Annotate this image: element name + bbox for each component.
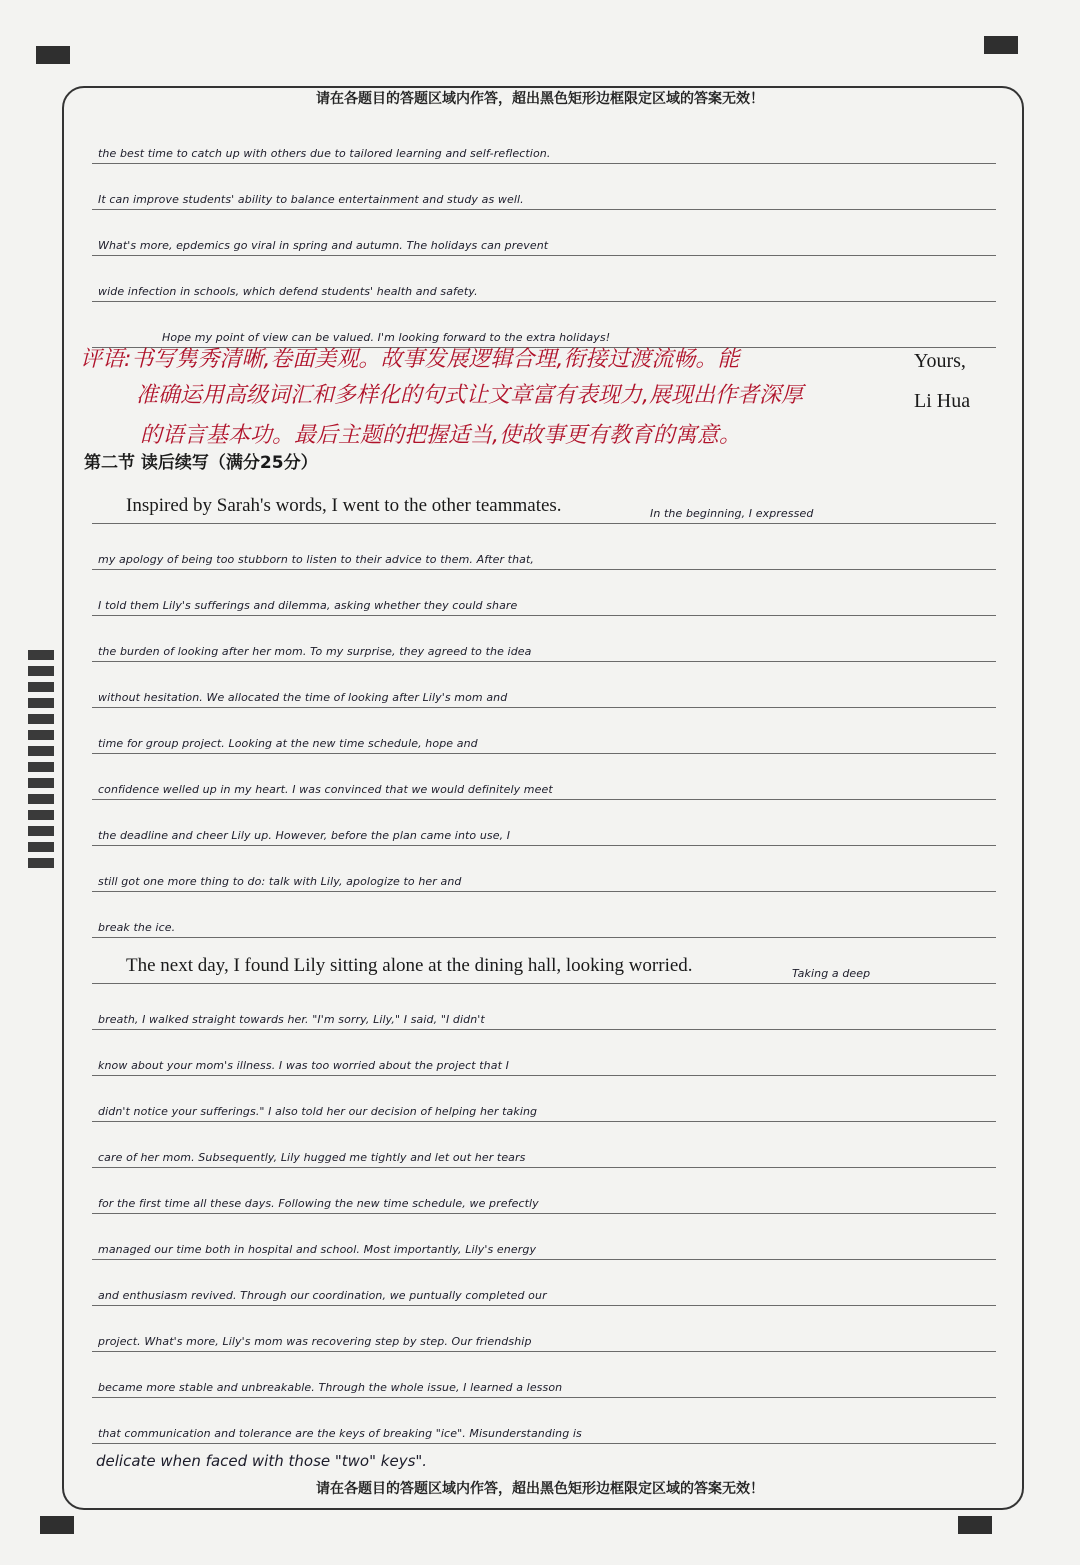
handwritten-text: break the ice. (98, 921, 176, 934)
writing-line (92, 984, 996, 1030)
writing-line (92, 846, 996, 892)
section-title: 第二节 读后续写（满分25分） (84, 453, 318, 473)
letter-signature: Li Hua (914, 390, 971, 412)
writing-line (92, 570, 996, 616)
writing-line (92, 1352, 996, 1398)
handwritten-text: for the first time all these days. Following the new time schedule, we prefectly (98, 1197, 539, 1210)
writing-line (92, 1168, 996, 1214)
writing-line (92, 1122, 996, 1168)
handwritten-text: breath, I walked straight towards her. "I'm sorry, Lily," I said, "I didn't (98, 1013, 485, 1026)
printed-prompt: The next day, I found Lily sitting alone at the dining hall, looking worried. (126, 955, 693, 976)
handwritten-text: project. What's more, Lily's mom was recovering step by step. Our friendship (98, 1335, 532, 1348)
timing-mark (28, 826, 54, 836)
writing-line (92, 616, 996, 662)
writing-line (92, 1306, 996, 1352)
writing-line (92, 662, 996, 708)
timing-mark (28, 794, 54, 804)
writing-line (92, 938, 996, 984)
timing-mark (28, 666, 54, 676)
timing-mark (28, 746, 54, 756)
notice-top: 请在各题目的答题区域内作答，超出黑色矩形边框限定区域的答案无效！ (316, 91, 764, 107)
handwritten-text: wide infection in schools, which defend students' health and safety. (98, 285, 478, 298)
handwritten-final-line: delicate when faced with those "two" keys". (96, 1452, 428, 1470)
handwritten-text: managed our time both in hospital and school. Most importantly, Lily's energy (98, 1243, 537, 1256)
teacher-comment-line-3: 的语言基本功。最后主题的把握适当,使故事更有教育的寓意。 (140, 423, 741, 448)
handwritten-text: still got one more thing to do: talk with Lily, apologize to her and (98, 875, 462, 888)
timing-mark (28, 698, 54, 708)
timing-mark (28, 778, 54, 788)
timing-mark (28, 810, 54, 820)
handwritten-text: Taking a deep (792, 967, 871, 980)
corner-mark-top-right (984, 36, 1018, 54)
continuation-lines (92, 478, 996, 1444)
handwritten-text: time for group project. Looking at the new time schedule, hope and (98, 737, 478, 750)
letter-closing: Yours, (914, 350, 966, 372)
timing-mark (28, 858, 54, 868)
handwritten-text: What's more, epdemics go viral in spring and autumn. The holidays can prevent (98, 239, 549, 252)
writing-line (92, 524, 996, 570)
writing-line (92, 1214, 996, 1260)
teacher-comment-line-2: 准确运用高级词汇和多样化的句式让文章富有表现力,展现出作者深厚 (136, 383, 803, 408)
handwritten-text: It can improve students' ability to balance entertainment and study as well. (98, 193, 524, 206)
timing-mark (28, 842, 54, 852)
timing-mark (28, 730, 54, 740)
handwritten-text: and enthusiasm revived. Through our coordination, we puntually completed our (98, 1289, 547, 1302)
handwritten-text: my apology of being too stubborn to listen to their advice to them. After that, (98, 553, 535, 566)
handwritten-text: Hope my point of view can be valued. I'm looking forward to the extra holidays! (162, 331, 611, 344)
writing-line (92, 256, 996, 302)
writing-line (92, 210, 996, 256)
printed-prompt: Inspired by Sarah's words, I went to the other teammates. (126, 495, 562, 516)
notice-bottom: 请在各题目的答题区域内作答，超出黑色矩形边框限定区域的答案无效！ (316, 1481, 764, 1497)
handwritten-text: confidence welled up in my heart. I was convinced that we would definitely meet (98, 783, 553, 796)
handwritten-text: the burden of looking after her mom. To my surprise, they agreed to the idea (98, 645, 532, 658)
answer-lines (92, 118, 996, 348)
handwritten-text: I told them Lily's sufferings and dilemma, asking whether they could share (98, 599, 518, 612)
handwritten-text: care of her mom. Subsequently, Lily hugged me tightly and let out her tears (98, 1151, 526, 1164)
timing-mark (28, 714, 54, 724)
writing-line (92, 708, 996, 754)
writing-line (92, 892, 996, 938)
handwritten-text: became more stable and unbreakable. Through the whole issue, I learned a lesson (98, 1381, 563, 1394)
writing-line (92, 1398, 996, 1444)
writing-line (92, 800, 996, 846)
timing-mark (28, 682, 54, 692)
corner-mark-bottom-left (40, 1516, 74, 1534)
writing-line (92, 1260, 996, 1306)
writing-line (92, 754, 996, 800)
teacher-comment-line-1: 评语:书写隽秀清晰,卷面美观。故事发展逻辑合理,衔接过渡流畅。能 (80, 347, 740, 372)
writing-line (92, 478, 996, 524)
handwritten-text: that communication and tolerance are the keys of breaking "ice". Misunderstanding is (98, 1427, 582, 1440)
corner-mark-bottom-right (958, 1516, 992, 1534)
timing-mark (28, 762, 54, 772)
handwritten-text: without hesitation. We allocated the time of looking after Lily's mom and (98, 691, 508, 704)
corner-mark-top-left (36, 46, 70, 64)
handwritten-text: the deadline and cheer Lily up. However, before the plan came into use, I (98, 829, 511, 842)
writing-line (92, 1030, 996, 1076)
handwritten-text: In the beginning, I expressed (650, 507, 814, 520)
handwritten-text: the best time to catch up with others due to tailored learning and self-reflection. (98, 147, 551, 160)
writing-line (92, 1076, 996, 1122)
handwritten-text: didn't notice your sufferings." I also told her our decision of helping her taking (98, 1105, 538, 1118)
writing-line (92, 118, 996, 164)
timing-mark (28, 650, 54, 660)
writing-line (92, 164, 996, 210)
handwritten-text: know about your mom's illness. I was too worried about the project that I (98, 1059, 509, 1072)
